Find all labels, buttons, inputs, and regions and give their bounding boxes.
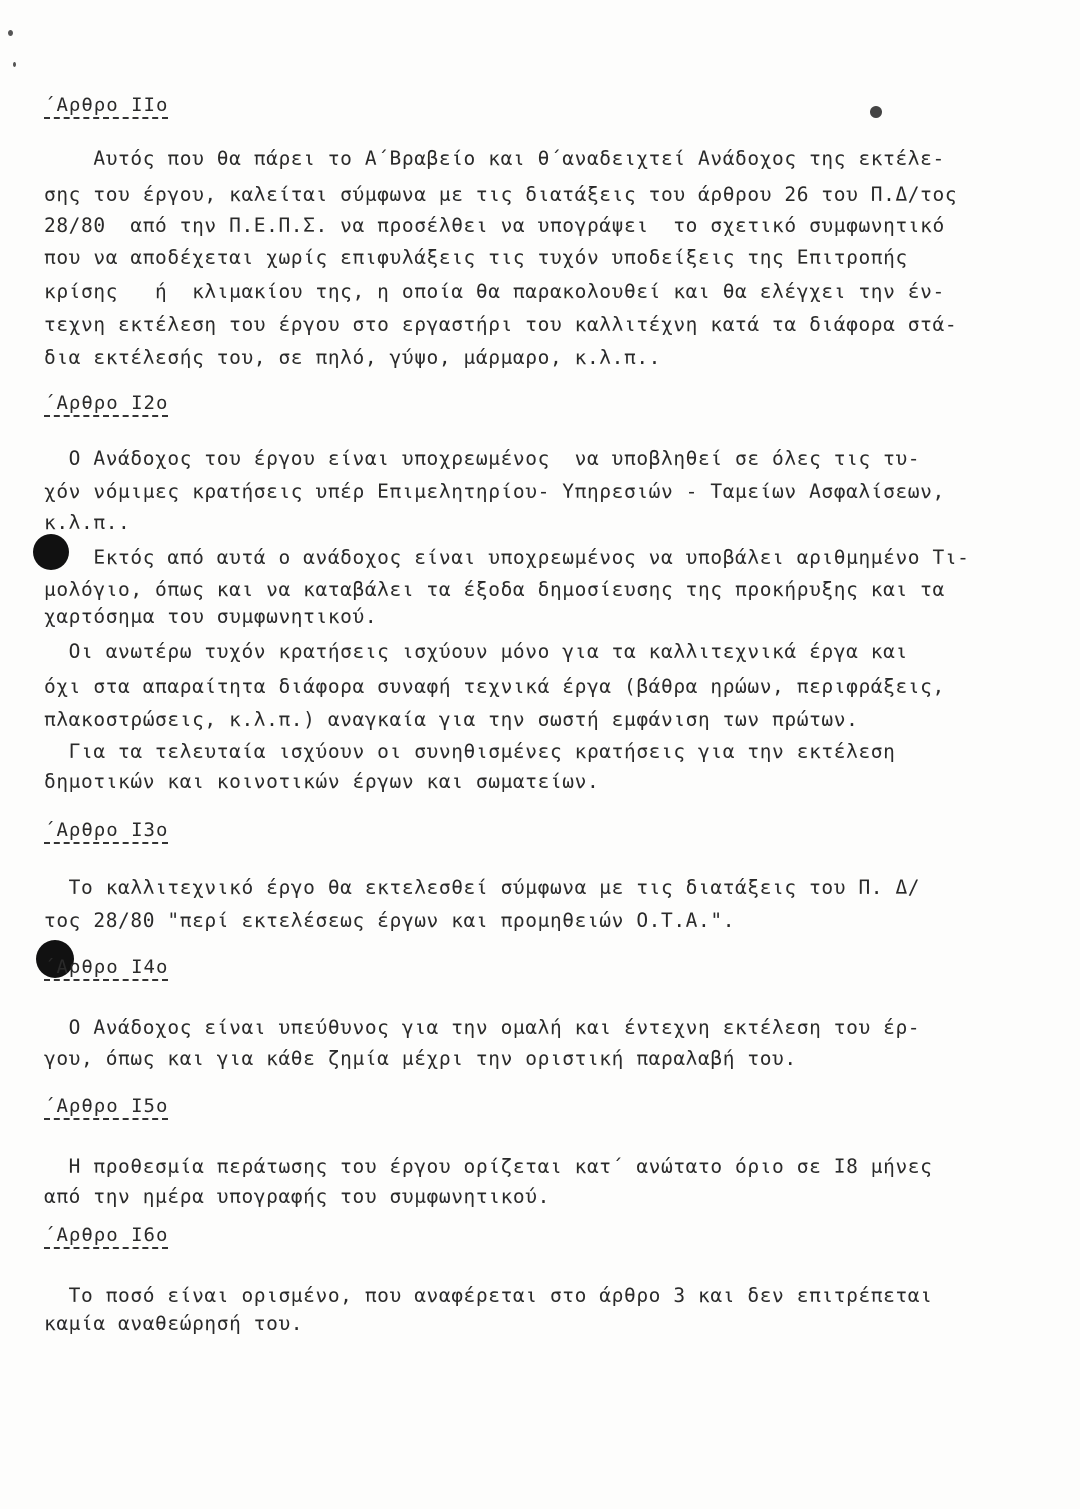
text-line: Ο Ανάδοχος είναι υπεύθυνος για την ομαλή και έντεχνη εκτέλεση του έρ-: [44, 1016, 921, 1039]
text-line: χαρτόσημα του συμφωνητικού.: [44, 605, 378, 628]
article-heading: ΄Αρθρο ΙΙο: [44, 94, 168, 119]
text-line: Ο Ανάδοχος του έργου είναι υποχρεωμένος να υποβληθεί σε όλες τις τυ-: [44, 447, 921, 470]
text-line: κ.λ.π..: [44, 511, 131, 534]
text-line: τος 28/80 "περί εκτελέσεως έργων και προμηθειών Ο.Τ.Α.".: [44, 909, 736, 932]
text-line: μολόγιο, όπως και να καταβάλει τα έξοδα δημοσίευσης της προκήρυξης και τα: [44, 578, 945, 601]
text-line: Εκτός από αυτά ο ανάδοχος είναι υποχρεωμένος να υποβάλει αριθμημένο Τι-: [44, 546, 970, 569]
article-heading: ΄Αρθρο Ι3ο: [44, 819, 168, 844]
text-line: όχι στα απαραίτητα διάφορα συναφή τεχνικά έργα (βάθρα ηρώων, περιφράξεις,: [44, 675, 945, 698]
text-line: Η προθεσμία περάτωσης του έργου ορίζεται κατ΄ ανώτατο όριο σε Ι8 μήνες: [44, 1155, 933, 1178]
text-line: Αυτός που θα πάρει το Α΄Βραβείο και θ΄αναδειχτεί Ανάδοχος της εκτέλε-: [44, 147, 945, 170]
text-line: Για τα τελευταία ισχύουν οι συνηθισμένες κρατήσεις για την εκτέλεση: [44, 740, 896, 763]
text-line: που να αποδέχεται χωρίς επιφυλάξεις τις τυχόν υποδείξεις της Επιτροπής: [44, 246, 908, 269]
text-line: σης του έργου, καλείται σύμφωνα με τις διατάξεις του άρθρου 26 του Π.Δ/τος: [44, 183, 958, 206]
text-line: τεχνη εκτέλεση του έργου στο εργαστήρι του καλλιτέχνη κατά τα διάφορα στά-: [44, 313, 958, 336]
text-line: καμία αναθεώρησή του.: [44, 1312, 304, 1335]
article-heading: ΄Αρθρο Ι4ο: [44, 956, 168, 981]
text-line: πλακοστρώσεις, κ.λ.π.) αναγκαία για την σωστή εμφάνιση των πρώτων.: [44, 708, 859, 731]
text-line: από την ημέρα υπογραφής του συμφωνητικού.: [44, 1185, 550, 1208]
article-heading: ΄Αρθρο Ι2ο: [44, 392, 168, 417]
text-line: Οι ανωτέρω τυχόν κρατήσεις ισχύουν μόνο για τα καλλιτεχνικά έργα και: [44, 640, 908, 663]
scan-speck: [870, 106, 882, 118]
text-line: Το καλλιτεχνικό έργο θα εκτελεσθεί σύμφωνα με τις διατάξεις του Π. Δ/: [44, 876, 921, 899]
article-heading: ΄Αρθρο Ι5ο: [44, 1095, 168, 1120]
article-heading: ΄Αρθρο Ι6ο: [44, 1224, 168, 1249]
scan-speck: [13, 62, 16, 67]
text-line: 28/80 από την Π.Ε.Π.Σ. να προσέλθει να υπογράψει το σχετικό συμφωνητικό: [44, 214, 945, 237]
text-line: δια εκτέλεσής του, σε πηλό, γύψο, μάρμαρο, κ.λ.π..: [44, 346, 661, 369]
text-line: δημοτικών και κοινοτικών έργων και σωματείων.: [44, 770, 600, 793]
scan-speck: [8, 30, 13, 36]
text-line: κρίσης ή κλιμακίου της, η οποία θα παρακολουθεί και θα ελέγχει την έν-: [44, 280, 945, 303]
text-line: γου, όπως και για κάθε ζημία μέχρι την οριστική παραλαβή του.: [44, 1047, 797, 1070]
text-line: χόν νόμιμες κρατήσεις υπέρ Επιμελητηρίου- Υπηρεσιών - Ταμείων Ασφαλίσεων,: [44, 480, 945, 503]
text-line: Το ποσό είναι ορισμένο, που αναφέρεται στο άρθρο 3 και δεν επιτρέπεται: [44, 1284, 933, 1307]
